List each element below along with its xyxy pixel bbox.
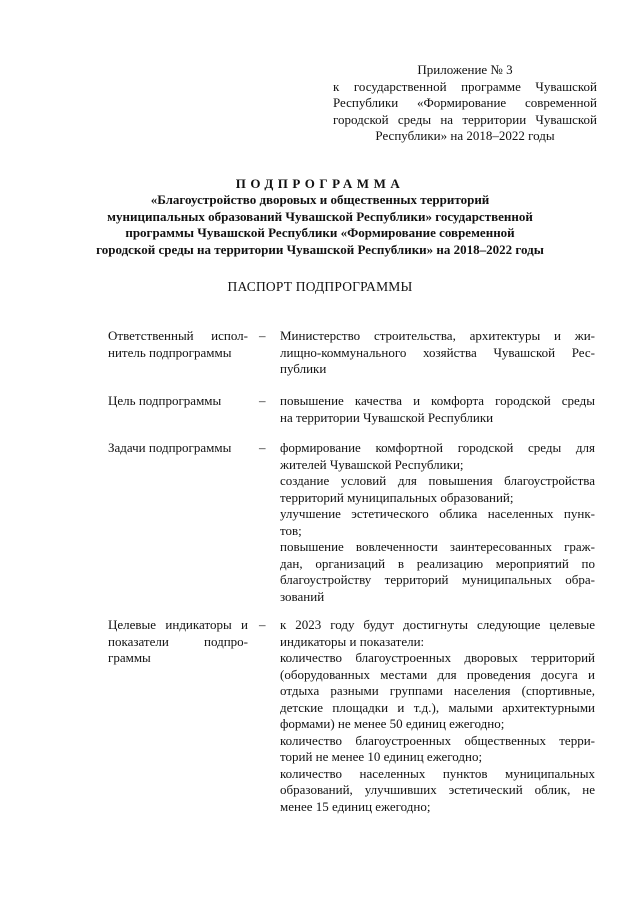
row-value-line: количество благоустроенных дворовых территорий [280, 650, 595, 665]
row-value-line: Министерство строительства, архитектуры и жи- [280, 328, 595, 343]
row-value-line: создание условий для повышения благоустройства [280, 473, 595, 488]
appendix-note [333, 62, 597, 145]
appendix-line: к государственной программе Чувашской [333, 78, 597, 94]
row-label-line: граммы [108, 650, 151, 665]
appendix-title: Приложение № 3 [417, 62, 513, 77]
row-label-line: Целевые индикаторы и [108, 617, 248, 632]
row-value-line: торий не менее 10 единиц ежегодно; [280, 749, 483, 764]
appendix-line: Республики» на 2018–2022 годы [375, 128, 555, 143]
row-value-line: зований [280, 588, 325, 604]
appendix-line: городской среды на территории Чувашской [333, 111, 597, 127]
row-value-line: количество благоустроенных общественных терри- [280, 732, 595, 748]
row-label [108, 393, 248, 410]
row-value-line: менее 15 единиц ежегодно; [280, 798, 431, 814]
subprogram-title-line: программы Чувашской Республики «Формирование современной [125, 225, 515, 240]
row-value-line: повышение качества и комфорта городской среды [280, 393, 595, 408]
row-label [108, 328, 248, 361]
row-value-line: индикаторы и показатели: [280, 633, 425, 649]
appendix-line: Республики «Формирование современной [333, 95, 597, 110]
row-value-line: улучшение эстетического облика населенных пунк- [280, 506, 595, 521]
row-value [280, 393, 595, 426]
row-value [280, 617, 595, 815]
row-value [280, 440, 595, 605]
row-value-line: дан, организаций в реализацию мероприятий по [280, 555, 595, 571]
row-value-line: детские площадки и т.д.), малыми архитектурными [280, 699, 595, 715]
subprogram-title-line: городской среды на территории Чувашской Республики» на 2018–2022 годы [96, 241, 544, 257]
row-dash: – [259, 393, 266, 408]
row-value-line: формами) не менее 50 единиц ежегодно; [280, 716, 505, 731]
subprogram-title [90, 192, 550, 258]
row-label-line: показатели подпро- [108, 633, 248, 649]
row-label-line: Задачи подпрограммы [108, 440, 232, 455]
row-value-line: публики [280, 361, 327, 376]
row-label-line: Ответственный испол- [108, 328, 248, 343]
subprogram-heading: ПОДПРОГРАММА [235, 176, 405, 191]
row-value [280, 328, 595, 378]
row-dash: – [259, 440, 266, 455]
row-value-line: количество населенных пунктов муниципальных [280, 765, 595, 781]
row-dash: – [259, 328, 266, 343]
row-value-line: лищно-коммунального хозяйства Чувашской Рес- [280, 344, 595, 360]
subprogram-title-line: муниципальных образований Чувашской Республики» государственной [107, 208, 533, 224]
passport-heading: ПАСПОРТ ПОДПРОГРАММЫ [227, 279, 413, 294]
row-value-line: тов; [280, 522, 302, 538]
row-value-line: отдыха разными группами населения (спортивные, [280, 683, 595, 698]
row-value-line: (оборудованных местами для проведения досуга и [280, 666, 595, 682]
row-value-line: благоустройству территорий муниципальных обра- [280, 572, 595, 587]
row-value-line: на территории Чувашской Республики [280, 409, 494, 425]
row-value-line: к 2023 году будут достигнуты следующие целевые [280, 617, 595, 632]
row-label [108, 617, 248, 667]
row-label-line: Цель подпрограммы [108, 393, 222, 408]
row-dash: – [259, 617, 266, 632]
subprogram-title-line: «Благоустройство дворовых и общественных территорий [150, 192, 490, 207]
row-label-line: нитель подпрограммы [108, 344, 232, 360]
row-value-line: повышение вовлеченности заинтересованных граж- [280, 539, 595, 554]
row-value-line: образований, улучшивших эстетический облик, не [280, 782, 595, 797]
row-label [108, 440, 248, 457]
row-value-line: формирование комфортной городской среды для [280, 440, 595, 455]
row-value-line: территорий муниципальных образований; [280, 489, 514, 505]
row-value-line: жителей Чувашской Республики; [280, 456, 464, 472]
